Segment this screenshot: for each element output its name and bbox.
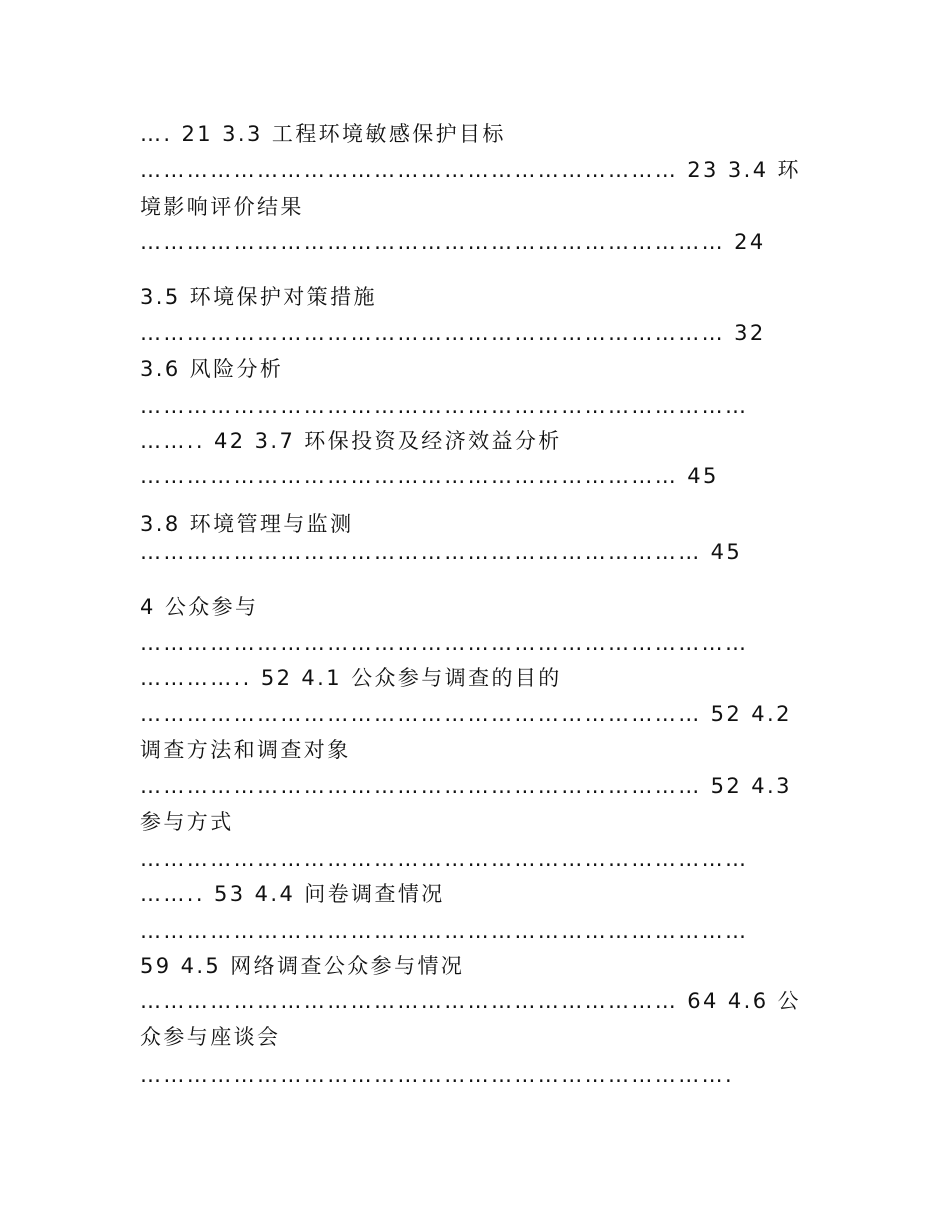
toc-line: …….. 53 4.4 问卷调查情况 <box>140 882 445 906</box>
toc-line: 59 4.5 网络调查公众参与情况 <box>140 954 465 978</box>
toc-line: …………………………………………………………… 23 3.4 环 <box>140 158 801 182</box>
toc-line: …………………………………………………………… 64 4.6 公 <box>140 989 801 1013</box>
toc-line: …………………………………………………………… 45 <box>140 464 719 488</box>
toc-line: …………………………………………………………………… <box>140 919 749 943</box>
toc-line: 众参与座谈会 <box>140 1025 281 1049</box>
toc-line: ……………………………………………………………… 45 <box>140 540 743 564</box>
toc-line: ……………………………………………………………… 52 4.2 <box>140 702 792 726</box>
toc-line: 境影响评价结果 <box>140 195 304 219</box>
toc-line: …. 21 3.3 工程环境敏感保护目标 <box>140 122 506 146</box>
toc-line: 3.8 环境管理与监测 <box>140 512 354 536</box>
toc-line: …………………………………………………………………. <box>140 1063 735 1087</box>
toc-line: ………………………………………………………………… 32 <box>140 321 766 345</box>
toc-line: 调查方法和调查对象 <box>140 738 351 762</box>
toc-line: 参与方式 <box>140 810 234 834</box>
toc-line: …………………………………………………………………… <box>140 847 749 871</box>
toc-line: …………………………………………………………………… <box>140 394 749 418</box>
toc-line: 3.6 风险分析 <box>140 357 284 381</box>
toc-line: 4 公众参与 <box>140 595 259 619</box>
toc-line: 3.5 环境保护对策措施 <box>140 285 377 309</box>
toc-line: ……………………………………………………………… 52 4.3 <box>140 774 792 798</box>
toc-line: …………………………………………………………………… <box>140 631 749 655</box>
toc-line: ………….. 52 4.1 公众参与调查的目的 <box>140 666 562 690</box>
toc-line: …….. 42 3.7 环保投资及经济效益分析 <box>140 429 562 453</box>
toc-line: ………………………………………………………………… 24 <box>140 230 766 254</box>
